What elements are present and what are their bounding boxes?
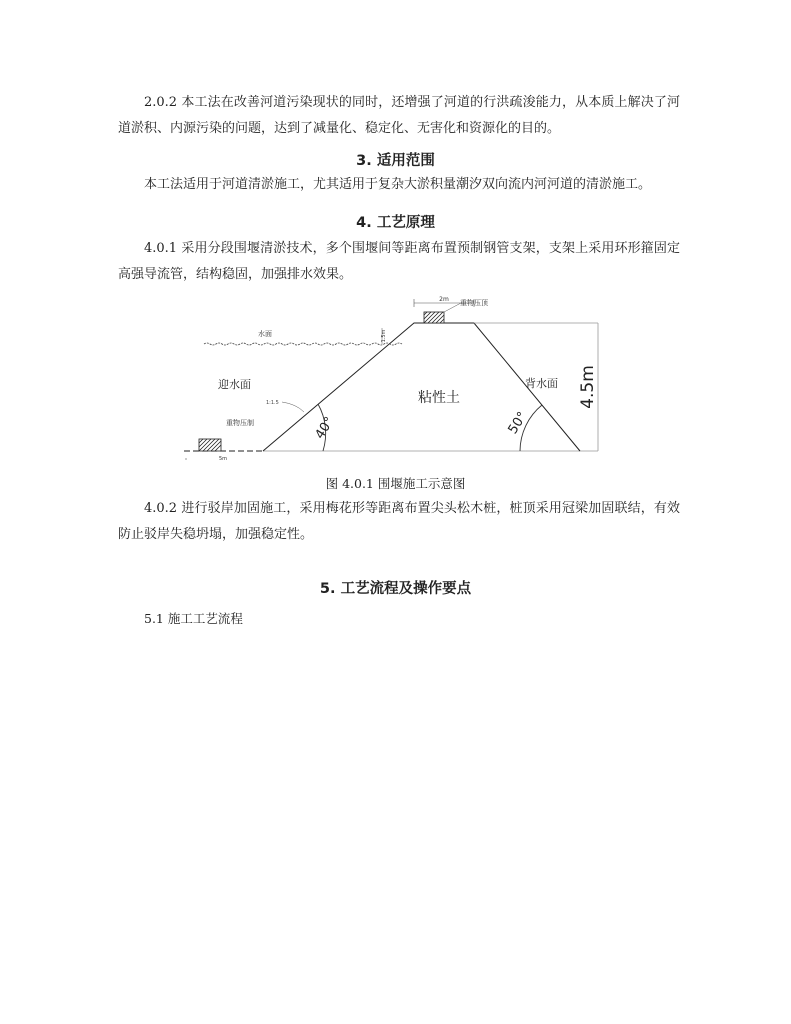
top-width-label: 2m	[439, 296, 449, 303]
paragraph-4-0-1: 4.0.1 采用分段围堰清淤技术，多个围堰间等距离布置预制钢管支架，支架上采用环形箍固定高强导流管，结构稳固，加强排水效果。	[118, 241, 680, 282]
water-label: 水面	[258, 330, 272, 338]
downstream-label: 背水面	[525, 377, 558, 390]
top-weight-label: 重物压顶	[460, 299, 488, 307]
cofferdam-diagram	[178, 294, 604, 460]
figure-caption: 图 4.0.1 围堰施工示意图	[325, 476, 466, 491]
left-angle-label: 40°	[312, 414, 338, 442]
slope-ratio-label: 1:1.5	[266, 400, 279, 406]
paragraph-3: 本工法适用于河道清淤施工，尤其适用于复杂大淤积量潮汐双向流内河河道的清淤施工。	[144, 177, 652, 192]
paragraph-2-0-2: 2.0.2 本工法在改善河道污染现状的同时，还增强了河道的行洪疏浚能力，从本质上解决了河道淤积、内源污染的问题，达到了减量化、稳定化、无害化和资源化的目的。	[118, 95, 680, 136]
water-surface	[204, 343, 402, 345]
top-weight-leader	[444, 303, 461, 312]
subsection-5-1: 5.1 施工工艺流程	[144, 611, 243, 626]
height-label: 4.5m	[578, 365, 598, 409]
upstream-label: 迎水面	[218, 378, 251, 391]
section-heading-4: 4. 工艺原理	[356, 215, 435, 231]
paragraph-4-0-2: 4.0.2 进行驳岸加固施工，采用梅花形等距离布置尖头松木桩，桩顶采用冠梁加固联结，有效防止驳岸失稳坍塌，加强稳定性。	[118, 501, 680, 542]
right-angle-label: 50°	[505, 409, 531, 437]
water-depth-label: 1.5m	[381, 329, 387, 343]
cofferdam-figure	[178, 294, 604, 460]
bottom-width-label: 5m	[218, 456, 228, 460]
slope-ratio-leader	[282, 402, 304, 412]
clay-label: 粘性土	[418, 390, 460, 406]
left-weight-label: 重物压制	[226, 419, 254, 427]
section-heading-5: 5. 工艺流程及操作要点	[319, 581, 472, 597]
section-heading-3: 3. 适用范围	[356, 153, 435, 169]
